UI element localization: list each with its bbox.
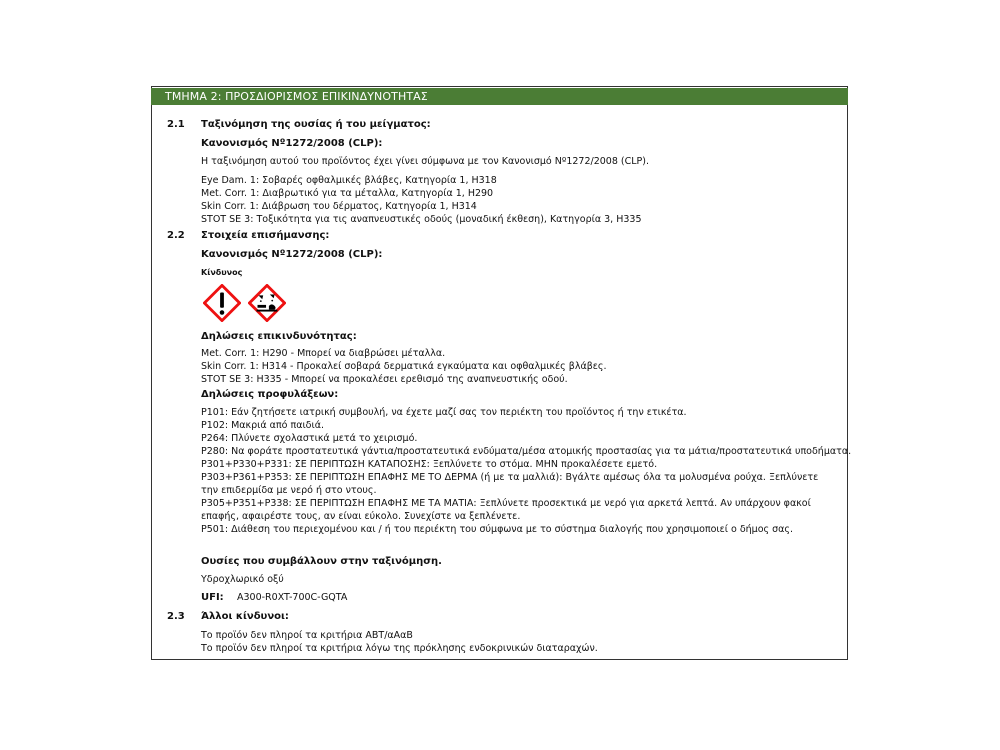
ufi-value: A300-R0XT-700C-GQTA: [237, 592, 348, 603]
precaution-line: επαφής, αφαιρέστε τους, αν είναι εύκολο. Συνεχίστε να ξεπλένετε.: [201, 511, 521, 522]
class-line: STOT SE 3: Τοξικότητα για τις αναπνευστικές οδούς (μοναδική έκθεση), Κατηγορία 3, H335: [201, 214, 642, 225]
signal-word: Κίνδυνος: [201, 268, 243, 277]
class-line: Skin Corr. 1: Διάβρωση του δέρματος, Κατηγορία 1, H314: [201, 201, 477, 212]
section-2-3-title: Άλλοι κίνδυνοι:: [201, 611, 289, 622]
precautionary-statements-title: Δηλώσεις προφυλάξεων:: [201, 389, 339, 400]
precaution-line: την επιδερμίδα με νερό ή στο ντους.: [201, 485, 377, 496]
section-2-3-number: 2.3: [167, 611, 185, 622]
substance-name: Υδροχλωρικό οξύ: [201, 574, 284, 585]
other-hazard-line: Το προϊόν δεν πληροί τα κριτήρια λόγω της πρόκλησης ενδοκρινικών διαταραχών.: [201, 643, 598, 654]
section-2-1-number: 2.1: [167, 119, 185, 130]
hazard-line: STOT SE 3: H335 - Μπορεί να προκαλέσει ερεθισμό της αναπνευστικής οδού.: [201, 374, 568, 385]
precaution-line: P264: Πλύνετε σχολαστικά μετά το χειρισμό.: [201, 433, 418, 444]
precaution-line: P101: Εάν ζητήσετε ιατρική συμβουλή, να έχετε μαζί σας τον περιέκτη του προϊόντος ή την ετικέτα.: [201, 407, 687, 418]
ufi-label: UFI:: [201, 592, 224, 603]
section-2-2-number: 2.2: [167, 230, 185, 241]
regulation-heading-2-1: Κανονισμός Nº1272/2008 (CLP):: [201, 138, 383, 149]
precaution-line: P303+P361+P353: ΣΕ ΠΕΡΙΠΤΩΣΗ ΕΠΑΦΗΣ ΜΕ ΤΟ ΔΕΡΜΑ (ή με τα μαλλιά): Βγάλτε αμέσως όλα τα μολυσμένα ρούχα. Ξεπλύνετε: [201, 472, 819, 483]
precaution-line: P280: Να φοράτε προστατευτικά γάντια/προστατευτικά ενδύματα/μέσα ατομικής προστασίας για τα μάτια/προστατευτικά υποδήματα.: [201, 446, 852, 457]
classification-intro: Η ταξινόμηση αυτού του προϊόντος έχει γίνει σύμφωνα με τον Κανονισμό Nº1272/2008 (CLP).: [201, 156, 649, 167]
section-2-1-title: Ταξινόμηση της ουσίας ή του μείγματος:: [201, 119, 431, 130]
class-line: Eye Dam. 1: Σοβαρές οφθαλμικές βλάβες, Κατηγορία 1, H318: [201, 175, 497, 186]
hazard-statements-title: Δηλώσεις επικινδυνότητας:: [201, 331, 357, 342]
regulation-heading-2-2: Κανονισμός Nº1272/2008 (CLP):: [201, 249, 383, 260]
contributing-substances-title: Ουσίες που συμβάλλουν στην ταξινόμηση.: [201, 556, 442, 567]
class-line: Met. Corr. 1: Διαβρωτικό για τα μέταλλα, Κατηγορία 1, H290: [201, 188, 494, 199]
corrosion-icon: [248, 284, 286, 322]
hazard-line: Met. Corr. 1: H290 - Μπορεί να διαβρώσει μέταλλα.: [201, 348, 446, 359]
other-hazard-line: Το προϊόν δεν πληροί τα κριτήρια ΑΒΤ/αΑαΒ: [201, 630, 413, 641]
precaution-line: P301+P330+P331: ΣΕ ΠΕΡΙΠΤΩΣΗ ΚΑΤΑΠΟΣΗΣ: Ξεπλύνετε το στόμα. ΜΗΝ προκαλέσετε εμετό.: [201, 459, 658, 470]
section-2-2-title: Στοιχεία επισήμανσης:: [201, 230, 330, 241]
hazard-line: Skin Corr. 1: H314 - Προκαλεί σοβαρά δερματικά εγκαύματα και οφθαλμικές βλάβες.: [201, 361, 607, 372]
precaution-line: P102: Μακριά από παιδιά.: [201, 420, 324, 431]
precaution-line: P305+P351+P338: ΣΕ ΠΕΡΙΠΤΩΣΗ ΕΠΑΦΗΣ ΜΕ ΤΑ ΜΑΤΙΑ: Ξεπλύνετε προσεκτικά με νερό για αρκετά λεπτά. Αν υπάρχουν φακοί: [201, 498, 811, 509]
precaution-line: P501: Διάθεση του περιεχομένου και / ή του περιέκτη του σύμφωνα με το σύστημα διαλογής που χρησιμοποιεί ο δήμος σας.: [201, 524, 793, 535]
section-header: ΤΜΗΜΑ 2: ΠΡΟΣΔΙΟΡΙΣΜΟΣ ΕΠΙΚΙΝΔΥΝΟΤΗΤΑΣ: [151, 88, 848, 105]
exclamation-mark-icon: [203, 284, 241, 322]
